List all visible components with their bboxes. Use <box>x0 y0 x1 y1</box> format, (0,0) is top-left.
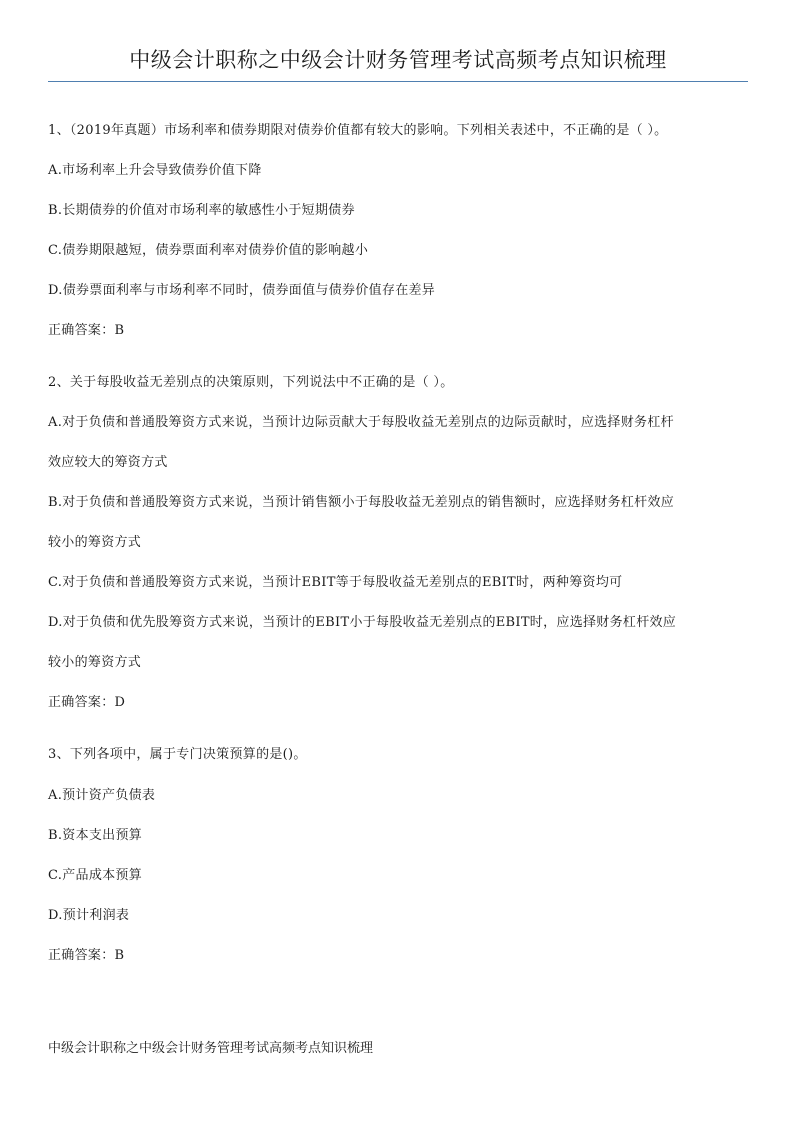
question-2-stem: 2、关于每股收益无差别点的决策原则，下列说法中不正确的是（ ）。 <box>48 375 454 390</box>
question-1-option-b: B.长期债券的价值对市场利率的敏感性小于短期债券 <box>48 203 355 218</box>
question-2-option-c: C.对于负债和普通股筹资方式来说，当预计EBIT等于每股收益无差别点的EBIT时，两种筹资均可 <box>48 575 623 590</box>
question-2-answer: 正确答案：D <box>48 695 126 710</box>
question-3-option-c: C.产品成本预算 <box>48 868 143 883</box>
question-1-stem: 1、（2019年真题）市场利率和债券期限对债券价值都有较大的影响。下列相关表述中，不正确的是（ ）。 <box>48 123 668 138</box>
header-divider <box>48 81 748 82</box>
question-3-stem: 3、下列各项中，属于专门决策预算的是()。 <box>48 747 307 762</box>
question-1-option-d: D.债券票面利率与市场利率不同时，债券面值与债券价值存在差异 <box>48 283 436 298</box>
question-3-option-d: D.预计利润表 <box>48 908 130 923</box>
question-2-option-d-cont: 较小的筹资方式 <box>48 655 142 670</box>
page-title: 中级会计职称之中级会计财务管理考试高频考点知识梳理 <box>129 48 667 72</box>
question-2-option-a: A.对于负债和普通股筹资方式来说，当预计边际贡献大于每股收益无差别点的边际贡献时，应选择财务杠杆 <box>48 415 674 430</box>
page-footer: 中级会计职称之中级会计财务管理考试高频考点知识梳理 <box>48 1041 374 1056</box>
question-1-option-a: A.市场利率上升会导致债券价值下降 <box>48 163 262 178</box>
question-1-option-c: C.债券期限越短，债券票面利率对债券价值的影响越小 <box>48 243 369 258</box>
question-2-option-b-cont: 较小的筹资方式 <box>48 535 142 550</box>
question-1-answer: 正确答案：B <box>48 323 125 338</box>
question-3-answer: 正确答案：B <box>48 948 125 963</box>
question-3-option-b: B.资本支出预算 <box>48 828 143 843</box>
question-2-option-d: D.对于负债和优先股筹资方式来说，当预计的EBIT小于每股收益无差别点的EBIT时，应选择财务杠杆效应 <box>48 615 677 630</box>
question-2-option-b: B.对于负债和普通股筹资方式来说，当预计销售额小于每股收益无差别点的销售额时，应选择财务杠杆效应 <box>48 495 675 510</box>
question-2-option-a-cont: 效应较大的筹资方式 <box>48 455 168 470</box>
question-3-option-a: A.预计资产负债表 <box>48 788 156 803</box>
